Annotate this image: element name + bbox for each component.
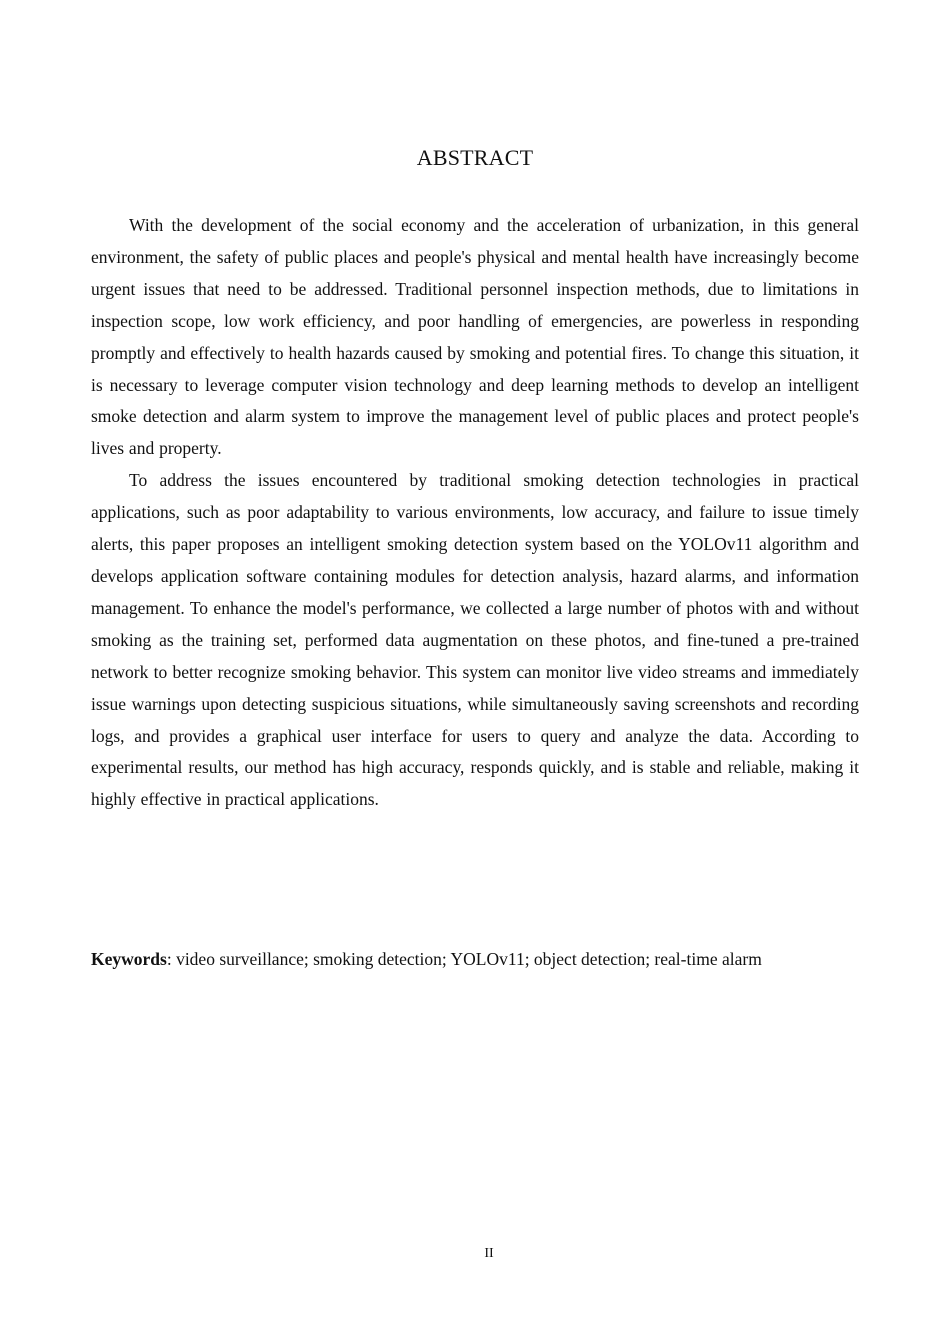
keywords-label: Keywords — [91, 949, 167, 969]
keywords-line — [91, 944, 891, 975]
abstract-paragraph-2: To address the issues encountered by traditional smoking detection technologies in practical applications, such as poor adaptability to various environments, low accuracy, and failure to issue timely alerts, this paper proposes an intelligent smoking detection system based on the YOLOv11 algorithm and develops application software containing modules for detection analysis, hazard alarms, and information management. To enhance the model's performance, we collected a large number of photos with and without smoking as the training set, performed data augmentation on these photos, and fine-tuned a pre-trained network to better recognize smoking behavior. This system can monitor live video streams and immediately issue warnings upon detecting suspicious situations, while simultaneously saving screenshots and recording logs, and provides a graphical user interface for users to query and analyze the data. According to experimental results, our method has high accuracy, responds quickly, and is stable and reliable, making it highly effective in practical applications. — [91, 470, 859, 810]
abstract-body — [91, 210, 859, 816]
keywords-text: : video surveillance; smoking detection; YOLOv11; object detection; real-time alarm — [166, 949, 762, 969]
abstract-title: ABSTRACT — [416, 145, 534, 170]
abstract-paragraph-1: With the development of the social economy and the acceleration of urbanization, in this general environment, the safety of public places and people's physical and mental health have increasingly become urgent issues that need to be addressed. Traditional personnel inspection methods, due to limitations in inspection scope, low work efficiency, and poor handling of emergencies, are powerless in responding promptly and effectively to health hazards caused by smoking and potential fires. To change this situation, it is necessary to leverage computer vision technology and deep learning methods to develop an intelligent smoke detection and alarm system to improve the management level of public places and protect people's lives and property. — [91, 215, 859, 459]
page-number: II — [484, 1246, 494, 1261]
